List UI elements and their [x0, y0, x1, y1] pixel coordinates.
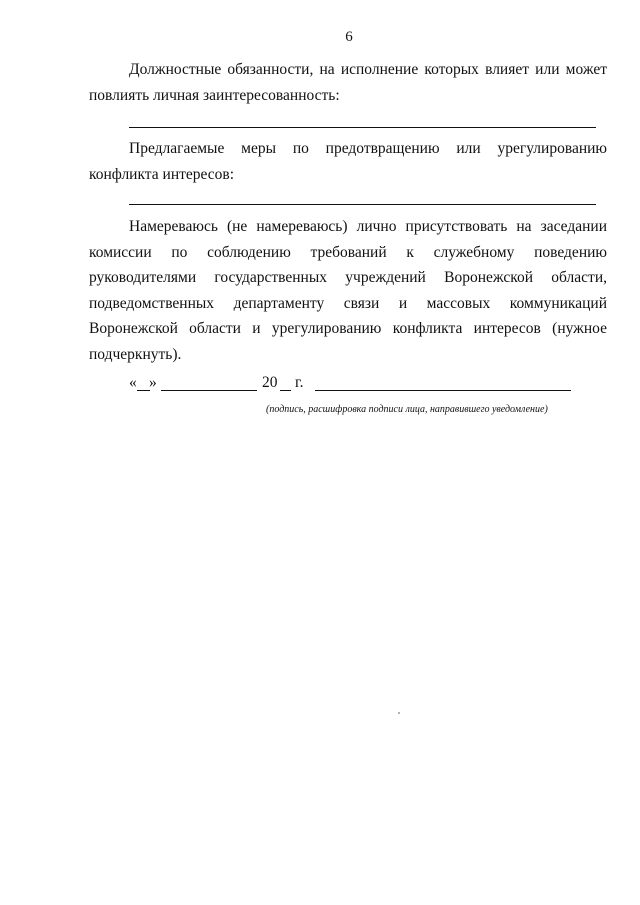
year-blank	[280, 390, 291, 391]
date-quote-open: «	[129, 374, 137, 391]
duties-paragraph: Должностные обязанности, на исполнение которых влияет или может повлиять личная заинтересованность:	[89, 61, 607, 104]
page-number: 6	[345, 29, 353, 45]
date-quote-close: »	[149, 374, 157, 391]
date-signature-row	[129, 374, 609, 396]
scan-speck	[398, 712, 400, 714]
measures-paragraph: Предлагаемые меры по предотвращению или урегулированию конфликта интересов:	[89, 140, 607, 183]
signature-caption: (подпись, расшифровка подписи лица, направившего уведомление)	[266, 404, 548, 415]
duties-fill-line	[129, 127, 596, 128]
year-suffix: г.	[295, 374, 304, 391]
month-blank	[161, 390, 257, 391]
year-prefix: 20	[262, 374, 278, 391]
intention-paragraph: Намереваюсь (не намереваюсь) лично присутствовать на заседании комиссии по соблюдению требований к служебному поведению руководителями государственных учреждений Воронежской области, подведомственных департаменту связи и массовых коммуникаций Воронежской области и урегулированию конфликта интересов (нужное подчеркнуть).	[89, 218, 607, 363]
measures-fill-line	[129, 204, 596, 205]
signature-blank	[315, 390, 571, 391]
